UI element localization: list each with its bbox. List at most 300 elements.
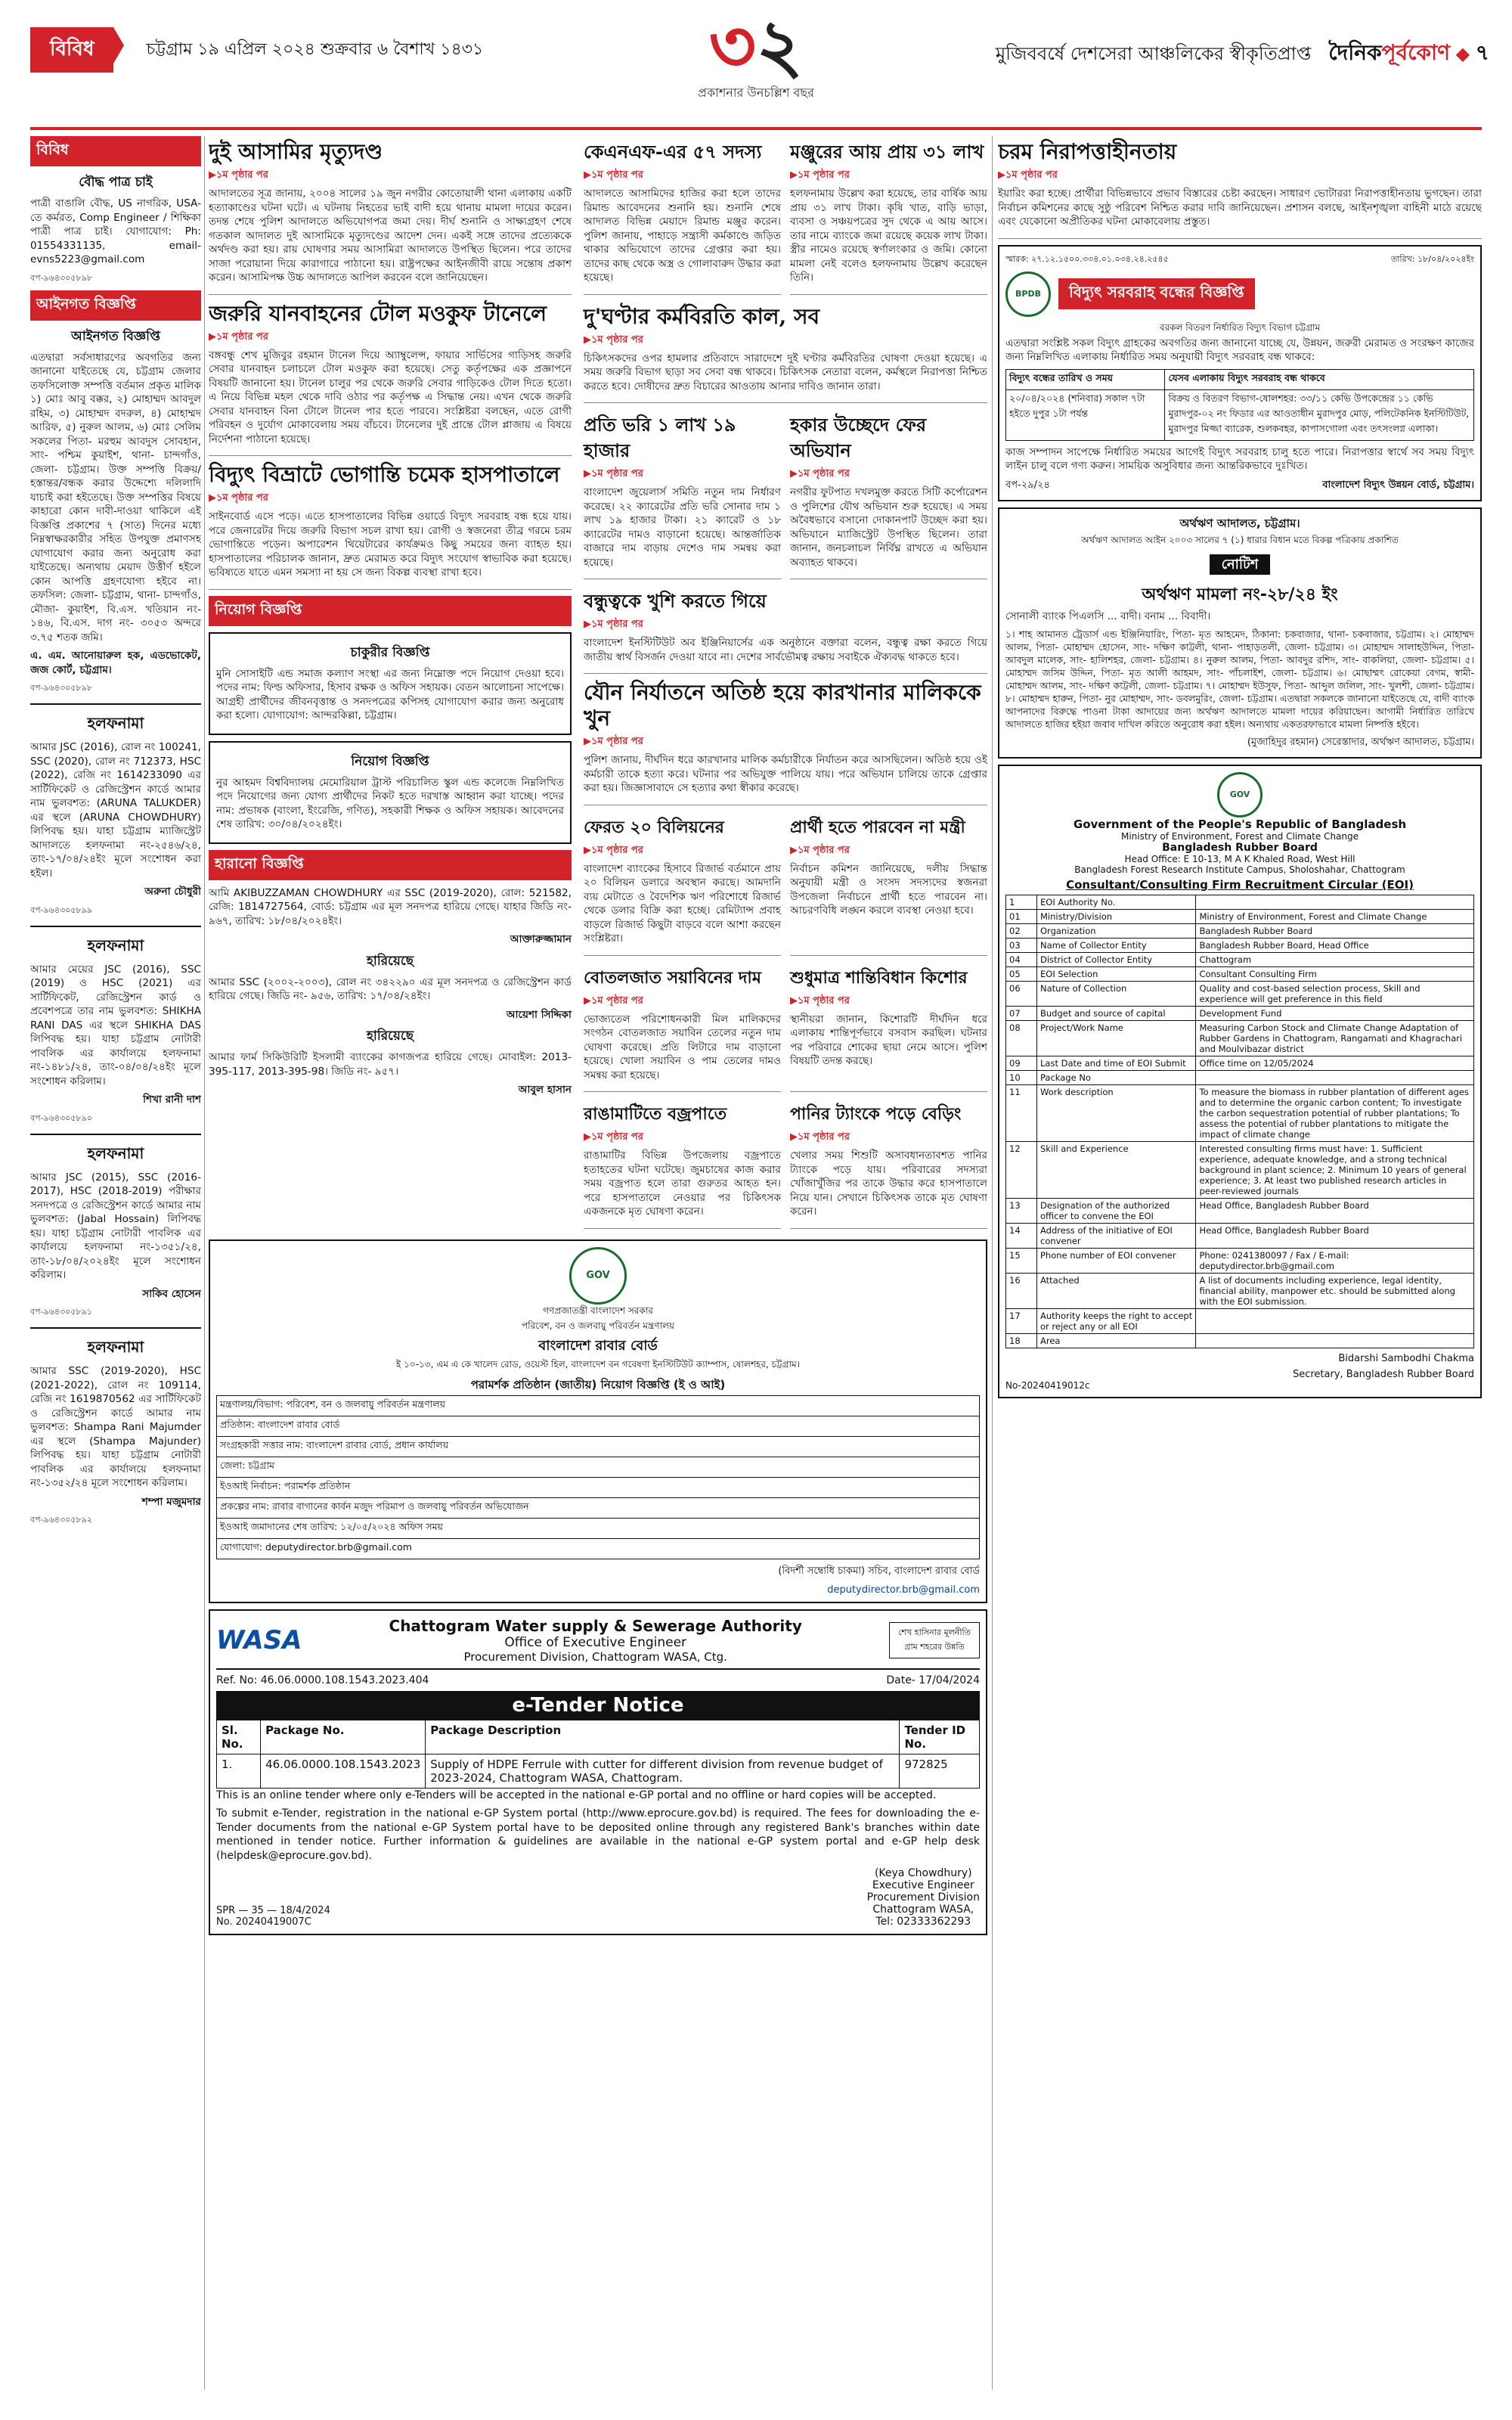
table-cell: জেলা: চট্টগ্রাম xyxy=(217,1457,980,1477)
news-story xyxy=(998,139,1482,239)
rubber-table xyxy=(216,1395,980,1559)
story-kicker: ▶ ১ম পৃষ্ঠার পর xyxy=(584,333,987,349)
power-date: তারিখ: ১৮/০৪/২০২৪ইং xyxy=(1390,253,1474,264)
table-header: Package No. xyxy=(261,1720,426,1754)
story-kicker: ▶ ১ম পৃষ্ঠার পর xyxy=(584,734,987,750)
news-story xyxy=(584,962,781,1093)
table-cell: Work description xyxy=(1037,1085,1196,1142)
table-row xyxy=(217,1436,980,1457)
table-header-row xyxy=(217,1720,980,1754)
classified-text: পাত্রী বাঙালি বৌদ্ধ, US নাগরিক, USA-তে কর্মরত, Comp Engineer / শিক্ষিকা পাত্রী পাত্র চাই। যোগাযোগ: Ph: 01554331135, email-evns5223@gmail.com xyxy=(30,197,201,265)
logo-caption: প্রকাশনার উনচল্লিশ বছর xyxy=(698,85,814,100)
eoi-ministry: Ministry of Environment, Forest and Climate Change xyxy=(1120,831,1359,842)
lost-ad-text: আমার SSC (২০০২-২০০৩), রোল নং ৩৪২২৯০ এর মূল সনদপত্র ও রেজিস্ট্রেশন কার্ড হারিয়ে গেছে। জিডি নং- ৯৫৬, তারিখ: ১৭/০৪/২৪ইং। xyxy=(209,976,572,1002)
story-text: আদালতে আসামিদের হাজির করা হলে তাদের রিমান্ড আবেদনের শুনানি হয়। শুনানি শেষে আদালত বিভিন্ন মেয়াদে রিমান্ড মঞ্জুর করেন। পুলিশ জানায়, পাহাড়ে সন্ত্রাসী কর্মকাণ্ডে জড়িত থাকার অভিযোগে তাদের গ্রেপ্তার করা হয়। তাদের কাছ থেকে অস্ত্র ও গোলাবারুদ উদ্ধার করা হয়েছে। xyxy=(584,188,782,284)
table-row xyxy=(1006,1334,1474,1348)
section-tag-arrow-icon xyxy=(113,27,124,64)
table-cell: Supply of HDPE Ferrule with cutter for different division from revenue budget of 2023-2024, Chattogram WASA, Chattogram. xyxy=(426,1754,900,1788)
lost-ad-title: হারিয়েছে xyxy=(366,953,414,969)
story-text: স্থানীয়রা জানান, কিশোরটি দীর্ঘদিন ধরে এলাকায় শান্তিপূর্ণভাবে বসবাস করছিল। ঘটনার পর পরিবারে শোকের ছায়া নেমে আসে। পুলিশ বিষয়টি তদন্ত করছে। xyxy=(790,1013,987,1067)
table-cell: Package No xyxy=(1037,1071,1196,1085)
table-row xyxy=(1006,1007,1474,1021)
wasa-office: Office of Executive Engineer xyxy=(504,1634,687,1650)
news-story xyxy=(584,680,987,805)
affidavit xyxy=(30,1134,201,1320)
table-cell: Head Office, Bangladesh Rubber Board xyxy=(1196,1199,1474,1224)
table-cell xyxy=(1196,1334,1474,1348)
story-text: ভোজ্যতেল পরিশোধনকারী মিল মালিকদের সংগঠন বোতলজাত সয়াবিন তেলের নতুন দাম ঘোষণা করেছে। প্রতি লিটারে দাম বাড়ানো হয়েছে। খোলা সয়াবিন ও পাম তেলের দামও সমন্বয় করা হয়েছে। xyxy=(584,1013,781,1081)
left-column xyxy=(30,136,201,2390)
middle-right-stack xyxy=(584,136,987,1235)
story-headline[interactable]: বোতলজাত সয়াবিনের দাম xyxy=(584,967,761,988)
eoi-addr2: Bangladesh Forest Research Institute Campus, Sholoshahar, Chattogram xyxy=(1074,864,1405,875)
story-text: নির্বাচন কমিশন জানিয়েছে, দলীয় সিদ্ধান্ত অনুযায়ী মন্ত্রী ও সংসদ সদস্যদের স্বজনরা উপজেলা নির্বাচনে প্রার্থী হতে পারবেন না। আচরণবিধি লঙ্ঘন করলে ব্যবস্থা নেওয়া হবে। xyxy=(790,862,987,917)
legal-text: এতদ্বারা সর্বসাধারণের অবগতির জন্য জানানো যাইতেছে যে, চট্টগ্রাম জেলার তফসিলোক্ত সম্পত্তি বর্তমান প্রকৃত মালিক ১) মোঃ আবু বক্কর, ২) মোহাম্মদ আবদুল রহিম, ৩) মোহাম্মদ বদরুল, ৪) মোহাম্মদ আরিফ, ৫) নুরুল আলম, ৬) মোঃ সেলিম সকলের পিতা- মরহুম আবদুস সোবহান, সাং- পশ্চিম কুয়াইশ, থানা- চান্দগাঁও, জেলা- চট্টগ্রাম। উক্ত সম্পত্তি বিক্রয়/হস্তান্তর/বন্ধক করার উদ্দেশ্যে দলিলাদি যাচাই করা হইতেছে। উক্ত সম্পত্তির বিষয়ে কাহারো কোন দাবী-দাওয়া থাকিলে এই বিজ্ঞপ্তি প্রকাশের ৭ (সাত) দিনের মধ্যে নিম্নস্বাক্ষরকারীর সহিত উপযুক্ত প্রমাণসহ যোগাযোগ করার জন্য অনুরোধ করা যাইতেছে। অন্যথায় মেয়াদ উত্তীর্ণ হইলে কোন আপত্তি গ্রহণযোগ্য হইবে না। তফসিল: জেলা- চট্টগ্রাম, থানা- চান্দগাঁও, মৌজা- কুয়াইশ, বি.এস. খতিয়ান নং- ১৪৬, বি.এস. দাগ নং- ৩০৫৩ অন্দরে ৩.৭৫ শতক জমি। xyxy=(30,351,201,644)
news-story xyxy=(790,1098,987,1229)
table-row xyxy=(217,1538,980,1559)
table-row xyxy=(217,1477,980,1497)
lost-ad-text: আমি AKIBUZZAMAN CHOWDHURY এর SSC (2019-2020), রোল: 521582, রেজি: 1814727564, বোর্ড: চট্টগ্রাম এর মূল সনদপত্র হারিয়ে গেছে। যাহার জিডি নং- ৯৬৭, তারিখ: ১৮/০৪/২০২৪ইং। xyxy=(209,886,572,927)
news-story xyxy=(209,462,572,590)
dateline: চট্টগ্রাম ১৯ এপ্রিল ২০২৪ শুক্রবার ৬ বৈশাখ ১৪৩১ xyxy=(146,40,484,59)
government-seal-icon: GOV xyxy=(569,1247,627,1305)
ad-ref: বপ-৯৬৪৩০৫৮৯০ xyxy=(30,1112,92,1123)
wasa-badge: শেখ হাসিনার মূলনীতি গ্রাম শহরের উন্নতি xyxy=(889,1622,980,1658)
table-cell: 08 xyxy=(1006,1021,1037,1056)
story-text: চিকিৎসকদের ওপর হামলার প্রতিবাদে সারাদেশে দুই ঘণ্টার কর্মবিরতির ঘোষণা দেওয়া হয়েছে। এ সময় জরুরি বিভাগ ছাড়া সব সেবা বন্ধ থাকবে। চিকিৎসক নেতারা বলেন, কর্মস্থলে নিরাপত্তা নিশ্চিত করতে হবে। দোষীদের দ্রুত বিচারের আওতায় আনার দাবিও জানান তারা। xyxy=(584,352,987,392)
tender-sign-div: Procurement Division xyxy=(866,1891,980,1903)
table-cell: Bangladesh Rubber Board, Head Office xyxy=(1196,939,1474,953)
table-row xyxy=(1006,1274,1474,1309)
ad-ref: বপ-৯৬৪৩০৫৮৯২ xyxy=(30,1515,92,1525)
story-headline[interactable]: প্রতি ভরি ১ লাখ ১৯ হাজার xyxy=(584,414,736,461)
table-cell: Authority keeps the right to accept or reject any or all EOI xyxy=(1037,1309,1196,1334)
story-text: বঙ্গবন্ধু শেখ মুজিবুর রহমান টানেল দিয়ে অ্যাম্বুলেন্স, ফায়ার সার্ভিসের গাড়িসহ জরুরি সেবার যানবাহন চলাচলে টোল মওকুফ করা হয়েছে। সেতু কর্তৃপক্ষের এক প্রজ্ঞাপনে বিষয়টি জানানো হয়। টানেল চালুর পর থেকে জরুরি সেবার গাড়িকেও টোল দিতে হতো। এ নিয়ে বিভিন্ন মহল থেকে দাবি ওঠার পর কর্তৃপক্ষ এ সিদ্ধান্ত নেয়। এখন থেকে জরুরি সেবার যানবাহন বিনা টোলে টানেল পার হতে পারবে। সংশ্লিষ্টরা বলছেন, এতে রোগী পরিবহন ও দুর্যোগ মোকাবেলায় সময় বাঁচবে। টানেলের দুই প্রান্তে টোল প্লাজায় এ বিষয়ে নির্দেশনা পাঠানো হয়েছে। xyxy=(209,349,572,445)
affidavit-sign: অরুনা চৌধুরী xyxy=(144,886,201,898)
story-text: রাঙামাটির বিভিন্ন উপজেলায় বজ্রপাতে হতাহতের ঘটনা ঘটেছে। জুমচাষের কাজ করার সময় বজ্রপাত হলে তারা গুরুতর আহত হন। পরে হাসপাতালে নেওয়ার পর চিকিৎসক একজনকে মৃত ঘোষণা করেন। xyxy=(584,1150,781,1218)
affidavit xyxy=(30,703,201,918)
story-text: সাইনবোর্ড এসে পড়ে। এতে হাসপাতালের বিভিন্ন ওয়ার্ডে বিদ্যুৎ সরবরাহ বন্ধ হয়ে যায়। পরে জেনারেটর দিয়ে জরুরি বিভাগ সচল রাখা হয়। রোগী ও স্বজনেরা তীব্র গরমে চরম ভোগান্তিতে পড়েন। অপারেশন থিয়েটারের কার্যক্রমও কিছু সময়ের জন্য ব্যাহত হয়। হাসপাতালের পরিচালক জানান, দ্রুত মেরামত করে বিদ্যুৎ সংযোগ স্বাভাবিক করা হয়েছে। ভবিষ্যতে যাতে এমন সমস্যা না হয় সে জন্য বিকল্প ব্যবস্থা রাখা হবে। xyxy=(209,510,572,579)
job-ad xyxy=(209,741,572,844)
news-story xyxy=(584,811,781,956)
page-number: ৭ xyxy=(1475,40,1489,65)
table-cell: 16 xyxy=(1006,1274,1037,1309)
news-pair xyxy=(584,811,987,962)
table-cell: District of Collector Entity xyxy=(1037,953,1196,967)
case-title: অর্থঋণ মামলা নং-২৮/২৪ ইং xyxy=(1142,585,1338,604)
news-story xyxy=(790,409,987,579)
table-cell: Phone number of EOI convener xyxy=(1037,1249,1196,1274)
job-ad-title: চাকুরীর বিজ্ঞপ্তি xyxy=(350,644,430,660)
story-headline[interactable]: ফেরত ২০ বিলিয়নের xyxy=(584,817,724,837)
anniversary-logo xyxy=(680,5,832,118)
affidavit xyxy=(30,1327,201,1528)
story-headline[interactable]: চরম নিরাপত্তাহীনতায় xyxy=(998,139,1177,164)
wasa-tender-ad xyxy=(209,1609,987,1936)
tender-spr: SPR — 35 — 18/4/2024 xyxy=(216,1905,330,1916)
table-cell: 07 xyxy=(1006,1007,1037,1021)
table-cell: Skill and Experience xyxy=(1037,1142,1196,1199)
middle-column xyxy=(209,136,987,2390)
affidavit-text: আমার SSC (2019-2020), HSC (2021-2022), রোল নং 109114, রেজি নং 1619870562 এর সার্টিফিকেট ও রেজিস্ট্রেশন কার্ডে আমার নাম ভুলবশত: Shampa Rani Majumder এর স্থলে (Shampa Majunder) লিপিবদ্ধ হয়। যাহা চট্টগ্রাম নোটারী পাবলিক এর কার্যালয়ে হলফনামা নং-১৩৫২/২৪ মূলে সংশোধন করিলাম। xyxy=(30,1365,201,1489)
table-cell: 03 xyxy=(1006,939,1037,953)
table-cell: 17 xyxy=(1006,1309,1037,1334)
table-header: Package Description xyxy=(426,1720,900,1754)
news-story xyxy=(790,962,987,1093)
news-story xyxy=(584,304,987,404)
section-label-legal: আইনগত বিজ্ঞপ্তি xyxy=(30,290,201,321)
table-row xyxy=(1006,924,1474,939)
story-headline[interactable]: জরুরি যানবাহনের টোল মওকুফ টানেলে xyxy=(209,300,547,326)
affidavit xyxy=(30,926,201,1126)
story-text: ইয়ারিং করা হচ্ছে। প্রার্থীরা বিভিন্নভাবে প্রভাব বিস্তারের চেষ্টা করছেন। সাধারণ ভোটাররা নিরাপত্তাহীনতায় ভুগছেন। তারা নির্বাচন কমিশনের কাছে সুষ্ঠু পরিবেশ নিশ্চিত করার দাবি জানিয়েছেন। প্রশাসন বলছে, আইনশৃঙ্খলা বাহিনী মাঠে রয়েছে এবং যেকোনো অপ্রীতিকর ঘটনা মোকাবেলায় প্রস্তুত। xyxy=(998,188,1482,228)
wasa-refline xyxy=(216,1674,980,1686)
table-cell: 10 xyxy=(1006,1071,1037,1085)
rubber-board: বাংলাদেশ রাবার বোর্ড xyxy=(538,1337,658,1354)
job-ad xyxy=(209,632,572,735)
story-text: আদালতের সূত্র জানায়, ২০০৪ সালের ১৯ জুন নগরীর কোতোয়ালী থানা এলাকায় একটি হত্যাকাণ্ডের ঘটনা ঘটে। এ ঘটনায় নিহতের ভাই বাদী হয়ে থানায় মামলা দায়ের করেন। তদন্ত শেষে পুলিশ আদালতে অভিযোগপত্র জমা দেয়। দীর্ঘ শুনানি ও সাক্ষ্যগ্রহণ শেষে গতকাল আদালত দুই আসামিকে মৃত্যুদণ্ডের আদেশ দেন। একই সঙ্গে তাদের প্রত্যেককে অর্থদণ্ড করা হয়। রায় ঘোষণার সময় আসামিরা আদালতে উপস্থিত ছিলেন। পরে তাদের সাজা পরোয়ানা দিয়ে কারাগারে পাঠানো হয়। রাষ্ট্রপক্ষের আইনজীবী রায়ে সন্তোষ প্রকাশ করেন। আসামিপক্ষ উচ্চ আদালতে আপিল করবেন বলে জানিয়েছেন। xyxy=(209,188,572,284)
story-headline[interactable]: রাঙামাটিতে বজ্রপাতে xyxy=(584,1104,727,1124)
story-headline[interactable]: কেএনএফ-এর ৫৭ সদস্য xyxy=(584,141,762,163)
rubber-email[interactable]: deputydirector.brb@gmail.com xyxy=(827,1584,980,1596)
table-cell: যোগাযোগ: deputydirector.brb@gmail.com xyxy=(217,1538,980,1559)
table-row xyxy=(1006,910,1474,924)
table-cell: Attached xyxy=(1037,1274,1196,1309)
paper-name-a: দৈনিক xyxy=(1328,40,1382,65)
story-headline[interactable]: যৌন নির্যাতনে অতিষ্ঠ হয়ে কারখানার মালিককে খুন xyxy=(584,680,981,731)
rubber-addr: ই ১০-১৩, এম এ কে খালেদ রোড, ওয়েস্ট হিল, বাংলাদেশ বন গবেষণা ইনস্টিটিউট ক্যাম্পাস, ষোলশহর, চট্টগ্রাম। xyxy=(396,1358,800,1370)
table-row xyxy=(1006,982,1474,1007)
news-story xyxy=(209,139,572,295)
power-footer: কাজ সম্পাদন সাপেক্ষে নির্ধারিত সময়ের আগেই বিদ্যুৎ সরবরাহ চালু হতে পারে। নিরাপত্তার স্বার্থে সব সময় বিদ্যুৎ লাইন চালু বলে গণ্য করুন। সাময়িক অসুবিধার জন্য আন্তরিকভাবে দুঃখিত। xyxy=(1005,445,1474,472)
table-cell: 18 xyxy=(1006,1334,1037,1348)
section-label-lost: হারানো বিজ্ঞপ্তি xyxy=(209,850,572,880)
table-cell: Office time on 12/05/2024 xyxy=(1196,1056,1474,1071)
power-title: বিদ্যুৎ সরবরাহ বন্ধের বিজ্ঞপ্তি xyxy=(1058,278,1255,309)
table-cell: 14 xyxy=(1006,1224,1037,1249)
eoi-addr: Head Office: E 10-13, M A K Khaled Road, West Hill xyxy=(1124,854,1356,864)
lost-ad-sign: আবুল হাসান xyxy=(518,1084,572,1096)
wasa-ref: Ref. No: 46.06.0000.108.1543.2023.404 xyxy=(216,1674,429,1686)
table-row xyxy=(1006,1309,1474,1334)
power-cut-notice xyxy=(998,245,1482,501)
table-cell xyxy=(1196,1309,1474,1334)
court-notice xyxy=(998,507,1482,759)
tender-sign-tel: Tel: 02333362293 xyxy=(875,1916,971,1928)
table-cell: EOI Selection xyxy=(1037,967,1196,982)
table-row xyxy=(1006,1199,1474,1224)
legal-sign: এ. এম. আনোয়ারুল হক, এডভোকেট, জজ কোর্ট, চট্টগ্রাম। xyxy=(30,650,201,676)
logo-mark xyxy=(680,5,832,88)
table-row xyxy=(1006,1085,1474,1142)
table-header: যেসব এলাকায় বিদ্যুৎ সরবরাহ বন্ধ থাকবে xyxy=(1165,369,1474,389)
power-sign: বাংলাদেশ বিদ্যুৎ উন্নয়ন বোর্ড, চট্টগ্রাম। xyxy=(1322,479,1474,491)
job-ad-text: নুর আহমদ বিশ্ববিদ্যালয় মেমোরিয়াল ট্রাস্ট পরিচালিত স্কুল এন্ড কলেজে নিম্নলিখিত পদে নিয়োগের জন্য যোগ্য প্রার্থীদের নিকট হতে দরখাস্ত আহ্বান করা যাচ্ছে। পদের নাম: প্রভাষক (বাংলা, ইংরেজি, গণিত), সহকারী শিক্ষক ও অফিস সহায়ক। আবেদনের শেষ তারিখ: ৩০/০৪/২০২৪ইং। xyxy=(216,776,564,830)
paper-name-b: পূর্বকোণ xyxy=(1381,40,1451,65)
table-cell: 13 xyxy=(1006,1199,1037,1224)
eoi-gov: Government of the People's Republic of Bangladesh xyxy=(1073,818,1407,831)
story-headline[interactable]: দুই আসামির মৃত্যুদণ্ড xyxy=(209,139,383,164)
notice-label: নোটিশ xyxy=(1210,554,1271,575)
story-kicker: ▶ ১ম পৃষ্ঠার পর xyxy=(584,994,781,1010)
story-headline[interactable]: হকার উচ্ছেদে ফের অভিযান xyxy=(790,414,927,461)
table-cell: Ministry of Environment, Forest and Climate Change xyxy=(1196,910,1474,924)
news-pair xyxy=(584,1098,987,1235)
affidavit-sign: শিখা রানী দাশ xyxy=(143,1094,201,1106)
power-sign-row xyxy=(1005,478,1474,494)
story-text: বাংলাদেশ ইনস্টিটিউট অব ইঞ্জিনিয়ার্সের এক অনুষ্ঠানে বক্তারা বলেন, বন্ধুত্ব রক্ষা করতে গিয়ে জাতীয় স্বার্থ বিসর্জন দেওয়া যাবে না। দেশের সার্বভৌমত্ব রক্ষায় সবাইকে ঐক্যবদ্ধ থাকতে হবে। xyxy=(584,637,987,663)
government-seal-icon: GOV xyxy=(1217,772,1263,818)
story-kicker: ▶ ১ম পৃষ্ঠার পর xyxy=(790,843,987,859)
table-cell: 46.06.0000.108.1543.2023 xyxy=(261,1754,426,1788)
story-kicker: ▶ ১ম পৃষ্ঠার পর xyxy=(584,843,781,859)
table-cell: 11 xyxy=(1006,1085,1037,1142)
case-sign: (মুজাহিদুর রহমান) সেরেস্তাদার, অর্থঋণ আদালত, চট্টগ্রাম। xyxy=(1247,737,1474,748)
rubber-sign: (বিদর্শী সম্বোধি চাকমা) সচিব, বাংলাদেশ রাবার বোর্ড xyxy=(778,1565,980,1577)
ad-ref: বপ-৯৬৪৩০৫৮৯৮ xyxy=(30,272,92,283)
story-headline[interactable]: শুধুমাত্র শান্তিবিধান কিশোর xyxy=(790,967,968,988)
table-cell: Quality and cost-based selection process, Skill and experience will get preference in this field xyxy=(1196,982,1474,1007)
table-cell: 12 xyxy=(1006,1142,1037,1199)
header-left xyxy=(30,21,998,76)
logo-mark-left: ৩ xyxy=(708,3,756,88)
story-kicker: ▶ ১ম পৃষ্ঠার পর xyxy=(584,617,987,633)
tender-left-footer xyxy=(216,1905,330,1928)
news-story xyxy=(584,588,987,674)
table-cell: মন্ত্রণালয়/বিভাগ: পরিবেশ, বন ও জলবায়ু পরিবর্তন মন্ত্রণালয় xyxy=(217,1395,980,1416)
story-kicker: ▶ ১ম পৃষ্ঠার পর xyxy=(790,994,987,1010)
table-row xyxy=(217,1518,980,1538)
story-headline[interactable]: প্রার্থী হতে পারবেন না মন্ত্রী xyxy=(790,817,965,837)
story-text: বাংলাদেশ ব্যাংকের হিসাবে রিজার্ভ বর্তমানে প্রায় ২০ বিলিয়ন ডলারে অবস্থান করছে। আমদানি ব্যয় মেটাতে ও বৈদেশিক ঋণ পরিশোধে রিজার্ভ থেকে ডলার বিক্রি করা হচ্ছে। রেমিট্যান্স প্রবাহ বাড়লে রিজার্ভ কিছুটা বাড়বে বলে আশা করছেন সংশ্লিষ্টরা। xyxy=(584,862,781,945)
story-headline[interactable]: বিদ্যুৎ বিভ্রাটে ভোগান্তি চমেক হাসপাতালে xyxy=(209,462,560,487)
story-kicker: ▶ ১ম পৃষ্ঠার পর xyxy=(790,168,987,184)
news-pair xyxy=(584,962,987,1099)
table-row xyxy=(1006,1021,1474,1056)
table-cell: ইওআই নির্বাচন: পরামর্শক প্রতিষ্ঠান xyxy=(217,1477,980,1497)
table-cell: Last Date and time of EOI Submit xyxy=(1037,1056,1196,1071)
lost-ad-sign: আক্তারুজ্জামান xyxy=(510,933,572,945)
power-refline xyxy=(1005,253,1474,267)
table-cell: Address of the initiative of EOI convener xyxy=(1037,1224,1196,1249)
eoi-sign: Bidarshi Sambodhi Chakma xyxy=(1338,1353,1474,1364)
classified-title: বৌদ্ধ পাত্র চাই xyxy=(79,175,153,190)
table-row xyxy=(217,1497,980,1518)
table-cell: A list of documents including experience, legal identity, financial ability, manpower etc. should be submitted along with the EOI submission. xyxy=(1196,1274,1474,1309)
table-cell: Bangladesh Rubber Board xyxy=(1196,924,1474,939)
bpdb-logo-icon: BPDB xyxy=(1005,271,1051,317)
ad-ref: বপ-৯৬৪৩০৫৮৯৮ xyxy=(30,683,92,693)
middle-left-stack xyxy=(209,136,572,1235)
tender-para: This is an online tender where only e-Tenders will be accepted in the national e-GP portal and no offline or hard copies will be accepted. xyxy=(216,1789,937,1801)
table-cell: To measure the biomass in rubber plantation of different ages and to determine the organic carbon content; To investigate the carbon sequestration potential of rubber plantations; To assess the potential of rubber plantations to mitigate the impact of climate change xyxy=(1196,1085,1474,1142)
table-cell: সংগ্রহকারী সত্তার নাম: বাংলাদেশ রাবার বোর্ড, প্রধান কার্যালয় xyxy=(217,1436,980,1457)
affidavit-text: আমার মেয়ের JSC (2016), SSC (2019) ও HSC (2021) এর সার্টিফিকেট, রেজিস্ট্রেশন কার্ড ও প্রবেশপত্রে তার নাম ভুলবশত: SHIKHA RANI DAS এর স্থলে SHIKHA DAS লিপিবদ্ধ হয়। যাহা চট্টগ্রাম নোটারী পাবলিক এর কার্যালয়ে হলফনামা নং-১৪৮১/২৪, তাং-০৪/০৪/২৪ইং মূলে সংশোধন করিলাম। xyxy=(30,963,201,1087)
tender-title: e-Tender Notice xyxy=(216,1691,980,1720)
court-intro2: অর্থঋণ আদালত আইন ২০০৩ সালের ৭ (১) ধারার বিধান মতে বিকল্প পত্রিকায় প্রকাশিত xyxy=(1081,534,1399,545)
story-kicker: ▶ ১ম পৃষ্ঠার পর xyxy=(584,168,781,184)
table-row xyxy=(1006,1071,1474,1085)
table-header: বিদ্যুৎ বন্ধের তারিখ ও সময় xyxy=(1006,369,1165,389)
tender-para: To submit e-Tender, registration in the national e-GP System portal (http://www.eprocure.gov.bd) is required. The fees for downloading the e-Tender documents from the national e-GP System portal have to be deposited online through any registered Bank's branches within date mentioned in tender notice. Further information & guidelines are available in the national e-GP system portal and e-GP help desk (helpdesk@eprocure.gov.bd). xyxy=(216,1807,980,1862)
tender-footer xyxy=(216,1867,980,1928)
affidavit-title: হলফনামা xyxy=(87,935,144,954)
affidavit-title: হলফনামা xyxy=(87,1143,144,1162)
table-cell: Development Fund xyxy=(1196,1007,1474,1021)
tender-sign-org: Chattogram WASA, xyxy=(872,1903,974,1916)
table-cell: Budget and source of capital xyxy=(1037,1007,1196,1021)
table-cell: Organization xyxy=(1037,924,1196,939)
section-label-bibidh: বিবিধ xyxy=(30,136,201,166)
ad-ref: বপ-৯৬৪৩০৫৮৯৯ xyxy=(30,904,92,915)
table-cell: প্রতিষ্ঠান: বাংলাদেশ রাবার বোর্ড xyxy=(217,1416,980,1436)
power-ref2: বপ-২৯/২৪ xyxy=(1005,479,1050,491)
table-row xyxy=(1006,1056,1474,1071)
table-row xyxy=(217,1754,980,1788)
tender-signature xyxy=(867,1867,980,1928)
eoi-table xyxy=(1005,895,1474,1348)
table-cell: Measuring Carbon Stock and Climate Change Adaptation of Rubber Gardens in Chattogram, Rangamati and Khagrachari and Moulvibazar district xyxy=(1196,1021,1474,1056)
logo-mark-right: ২ xyxy=(756,3,804,88)
table-cell: Designation of the authorized officer to convene the EOI xyxy=(1037,1199,1196,1224)
news-pair xyxy=(584,136,987,301)
table-row xyxy=(217,1457,980,1477)
story-kicker: ▶ ১ম পৃষ্ঠার পর xyxy=(790,1130,987,1146)
table-cell: EOI Authority No. xyxy=(1037,895,1196,910)
power-title-row xyxy=(1005,271,1474,317)
table-cell: প্রকল্পের নাম: রাবার বাগানের কার্বন মজুদ পরিমাপ ও জলবায়ু পরিবর্তন অভিযোজন xyxy=(217,1497,980,1518)
job-ad-text: মুনি সোসাইটি এন্ড সমাজ কল্যাণ সংস্থা এর জন্য নিম্নোক্ত পদে নিয়োগ দেওয়া হবে। পদের নাম: ফিল্ড অফিসার, হিসাব রক্ষক ও অফিস সহায়ক। বেতন আলোচনা সাপেক্ষে। আগ্রহী প্রার্থীদের জীবনবৃত্তান্ত ও সনদপত্রের কপিসহ যোগাযোগ করার জন্য অনুরোধ করা হলো। যোগাযোগ: আন্দরকিল্লা, চট্টগ্রাম। xyxy=(216,667,564,721)
table-cell: Consultant Consulting Firm xyxy=(1196,967,1474,982)
header-rule xyxy=(30,127,1482,130)
column-divider xyxy=(204,136,205,2390)
table-row xyxy=(217,1395,980,1416)
wasa-date: Date- 17/04/2024 xyxy=(886,1674,980,1686)
story-headline[interactable]: বন্ধুত্বকে খুশি করতে গিয়ে xyxy=(584,590,767,612)
tender-sign-name: (Keya Chowdhury) xyxy=(874,1867,972,1879)
notice-label-wrap xyxy=(1005,554,1474,577)
story-text: নগরীর ফুটপাত দখলমুক্ত করতে সিটি কর্পোরেশন ও পুলিশের যৌথ অভিযান শুরু হয়েছে। এ সময় অবৈধভাবে বসানো দোকানপাট উচ্ছেদ করা হয়। অভিযানে ম্যাজিস্ট্রেট উপস্থিত ছিলেন। তারা জানান, জনচলাচল নির্বিঘ্ন রাখতে এ অভিযান অব্যাহত থাকবে। xyxy=(790,486,987,569)
table-cell: Phone: 0241380097 / Fax / E-mail: deputydirector.brb@gmail.com xyxy=(1196,1249,1474,1274)
slogan: মুজিববর্ষে দেশসেরা আঞ্চলিকের স্বীকৃতিপ্রাপ্ত xyxy=(995,43,1312,64)
wasa-title-block xyxy=(311,1617,880,1664)
court-intro: অর্থঋণ আদালত, চট্টগ্রাম। xyxy=(1179,516,1300,530)
power-ref: স্মারক: ২৭.১২.১৫০০.৩৩৪.০১.০৩৪.২৪.২৫৪৫ xyxy=(1005,253,1169,264)
table-cell: Ministry/Division xyxy=(1037,910,1196,924)
news-story xyxy=(584,1098,781,1229)
table-cell: বিক্রয় ও বিতরণ বিভাগ-ষোলশহর: ৩৩/১১ কেভি উপকেন্দ্রের ১১ কেভি মুরাদপুর-০২ নং ফিডার এর আওতাধীন মুরাদপুর মোড়, পলিটেকনিক ইনস্টিটিউট, মুরাদপুর মিজ্জা ব্যারেক, শুলকবহর, কাপাসগোলা এবং তৎসংলগ্ন এলাকা। xyxy=(1165,389,1474,440)
power-sub: বরকল বিতরণ নির্ধারিত বিদ্যুৎ বিভাগ চট্টগ্রাম xyxy=(1159,321,1321,333)
affidavit-text: আমার JSC (2016), রোল নং 100241, SSC (2020), রোল নং 712373, HSC (2022), রেজি নং 1614233090 এর সার্টিফিকেট ও রেজিস্ট্রেশন কার্ডে আমার নাম ভুলবশত: (ARUNA TALUKDER) এর স্থলে (ARUNA CHOWDHURY) লিপিবদ্ধ হয়। যাহা চট্টগ্রাম ম্যাজিস্ট্রেট আদালতে হলফনামা নং-২৫৪৬/২৪, তাং-১৭/০৪/২৪ইং মূলে সংশোধন করা হইল। xyxy=(30,741,201,880)
table-cell: 1. xyxy=(217,1754,261,1788)
table-row xyxy=(1006,389,1474,440)
table-cell: 1 xyxy=(1006,895,1037,910)
affidavit-title: হলফনামা xyxy=(87,1338,144,1356)
table-cell: Name of Collector Entity xyxy=(1037,939,1196,953)
story-kicker: ▶ ১ম পৃষ্ঠার পর xyxy=(209,330,572,346)
story-headline[interactable]: দু'ঘণ্টার কর্মবিরতি কাল, সব xyxy=(584,303,820,329)
power-text: এতদ্বারা সংশ্লিষ্ট সকল বিদ্যুৎ গ্রাহকের অবগতির জন্য জানানো যাচ্ছে যে, উন্নয়ন, জরুরী মেরামত ও সংরক্ষণ কাজের জন্য নিম্নলিখিত এলাকায় নির্ধারিত সময় অনুযায়ী বিদ্যুৎ সরবরাহ বন্ধ থাকবে: xyxy=(1005,337,1474,363)
table-row xyxy=(1006,895,1474,910)
wasa-logo-icon: WASA xyxy=(216,1624,302,1655)
story-headline[interactable]: পানির ট্যাংকে পড়ে বেড়িং xyxy=(790,1104,962,1124)
story-kicker: ▶ ১ম পৃষ্ঠার পর xyxy=(790,467,987,482)
power-table xyxy=(1005,369,1474,441)
news-story xyxy=(584,409,781,579)
wasa-header xyxy=(216,1617,980,1670)
rubber-ad-header xyxy=(216,1247,980,1395)
table-cell: 04 xyxy=(1006,953,1037,967)
table-cell: ২০/০৪/২০২৪ (শনিবার) সকাল ৭টা হইতে দুপুর ১টা পর্যন্ত xyxy=(1006,389,1165,440)
table-cell: Nature of Collection xyxy=(1037,982,1196,1007)
eoi-sign-role: Secretary, Bangladesh Rubber Board xyxy=(1292,1369,1474,1380)
news-story xyxy=(584,136,781,295)
job-ad-title: নিয়োগ বিজ্ঞপ্তি xyxy=(351,753,429,769)
case-parties: সোনালী ব্যাংক পিএলসি ... বাদী। বনাম ... বিবাদী। xyxy=(1005,610,1211,622)
news-story xyxy=(790,136,987,295)
rubber-board-ad xyxy=(209,1239,987,1603)
rubber-ministry: পরিবেশ, বন ও জলবায়ু পরিবর্তন মন্ত্রণালয় xyxy=(521,1320,674,1331)
table-header: Tender ID No. xyxy=(900,1720,980,1754)
eoi-title: Consultant/Consulting Firm Recruitment Circular (EOI) xyxy=(1066,878,1414,892)
story-text: হলফনামায় উল্লেখ করা হয়েছে, তার বার্ষিক আয় প্রায় ৩১ লাখ টাকা। কৃষি খাত, বাড়ি ভাড়া, ব্যবসা ও সঞ্চয়পত্রের সুদ থেকে এ আয় আসে। তার নামে ব্যাংকে জমা রয়েছে কয়েক লাখ টাকা। স্ত্রীর নামেও রয়েছে স্বর্ণালংকার ও জমি। কোনো মামলা নেই বলেও হলফনামায় উল্লেখ করেছেন তিনি। xyxy=(790,188,987,284)
tender-sign-role: Executive Engineer xyxy=(872,1879,974,1891)
news-story xyxy=(790,811,987,956)
eoi-ref: No-20240419012c xyxy=(1005,1380,1090,1391)
table-cell: 05 xyxy=(1006,967,1037,982)
header-right xyxy=(885,36,1489,72)
section-tag: বিবিধ xyxy=(30,27,113,73)
table-cell: Project/Work Name xyxy=(1037,1021,1196,1056)
table-row xyxy=(217,1416,980,1436)
tender-no: No. 20240419007C xyxy=(216,1916,311,1928)
affidavit-text: আমার JSC (2015), SSC (2016-2017), HSC (2018-2019) পরীক্ষার সনদপত্রে ও রেজিস্ট্রেশন কার্ডে আমার নাম ভুলবশত: (Jabal Hossain) লিপিবদ্ধ হয়। যাহা চট্টগ্রাম নোটারী পাবলিক এর কার্যালয়ে হলফনামা নং-১৩৫১/২৪, তাং-১৮/০৪/২০২৪ইং মূলে সংশোধন করিলাম। xyxy=(30,1171,201,1281)
section-label-job: নিয়োগ বিজ্ঞপ্তি xyxy=(209,596,572,626)
table-cell: 02 xyxy=(1006,924,1037,939)
lost-ad-title: হারিয়েছে xyxy=(366,1028,414,1044)
table-header-row xyxy=(1006,369,1474,389)
case-text: ১। শাহ আমানত ট্রেডার্স এন্ড ইঞ্জিনিয়ারিং, পিতা- মৃত আহমেদ, ঠিকানা: চকবাজার, থানা- চকবাজার, চট্টগ্রাম। ২। মোহাম্মদ আলম, পিতা- মোহাম্মদ হোসেন, সাং- দক্ষিণ কাট্টলী, থানা- পাহাড়তলী, জেলা- চট্টগ্রাম। ৩। মোহাম্মদ সালাহউদ্দিন, পিতা- আবদুল মালেক, সাং- হালিশহর, জেলা- চট্টগ্রাম। ৪। নুরুল আলম, পিতা- আবদুর রশিদ, সাং- বাকলিয়া, জেলা- চট্টগ্রাম। ৫। মোহাম্মদ জসিম উদ্দিন, পিতা- মৃত আলী আহমদ, সাং- পাঁচলাইশ, জেলা- চট্টগ্রাম। ৬। মোছাম্মৎ রোকেয়া বেগম, স্বামী- মোহাম্মদ আলম, সাং- দক্ষিণ কাট্টলী, জেলা- চট্টগ্রাম। ৭। মোহাম্মদ ইউসুফ, পিতা- আব্দুল জলিল, সাং- খুলশী, জেলা- চট্টগ্রাম। ৮। মোহাম্মদ হারুন, পিতা- নুর মোহাম্মদ, সাং- ডবলমুরিং, জেলা- চট্টগ্রাম। এতদ্বারা সকলকে জানানো যাইতেছে যে, বাদী ব্যাংক আপনাদের বিরুদ্ধে পাওনা টাকা আদায়ের জন্য অর্থঋণ আদালতে মামলা দায়ের করিয়াছেন। আগামী নির্ধারিত তারিখে আদালতে হাজির হইয়া জবাব দাখিল করিতে অনুরোধ করা হইল। অন্যথায় একতরফাভাবে মামলা নিষ্পত্তি হইবে। xyxy=(1005,628,1474,730)
table-row xyxy=(1006,939,1474,953)
table-row xyxy=(1006,953,1474,967)
diamond-icon: ◆ xyxy=(1455,43,1470,64)
table-header: Sl. No. xyxy=(217,1720,261,1754)
wasa-name: Chattogram Water supply & Sewerage Authority xyxy=(389,1616,802,1635)
table-cell: 06 xyxy=(1006,982,1037,1007)
affidavit-sign: সাকিব হোসেন xyxy=(142,1287,201,1300)
table-cell xyxy=(1196,895,1474,910)
eoi-table-body xyxy=(1006,895,1474,1348)
table-row xyxy=(1006,967,1474,982)
ad-ref: বপ-৯৬৪৩০৫৮৯১ xyxy=(30,1307,92,1317)
table-cell: 972825 xyxy=(900,1754,980,1788)
table-row xyxy=(1006,1224,1474,1249)
story-text: পুলিশ জানায়, দীর্ঘদিন ধরে কারখানার মালিক কর্মচারীকে নির্যাতন করে আসছিলেন। অতিষ্ঠ হয়ে ওই কর্মচারী তাকে হত্যা করে। ঘটনার পর অভিযুক্ত পালিয়ে যায়। পরে অভিযান চালিয়ে তাকে গ্রেপ্তার করা হয়। জিজ্ঞাসাবাদে সে হত্যার কথা স্বীকার করেছে। xyxy=(584,754,987,794)
table-cell xyxy=(1196,1071,1474,1085)
news-story xyxy=(209,301,572,457)
table-cell: 09 xyxy=(1006,1056,1037,1071)
table-cell: ইওআই জমাদানের শেষ তারিখ: ১২/০৫/২০২৪ অফিস সময় xyxy=(217,1518,980,1538)
story-text: বাংলাদেশ জুয়েলার্স সমিতি নতুন দাম নির্ধারণ করেছে। ২২ ক্যারেটের প্রতি ভরি সোনার দাম ১ লাখ ১৯ হাজার টাকা। ২১ ক্যারেট ও ১৮ ক্যারেটের দামও বাড়ানো হয়েছে। আন্তর্জাতিক বাজারে দাম বাড়ায় দেশেও দাম সমন্বয় করা হয়েছে। xyxy=(584,486,781,569)
story-kicker: ▶ ১ম পৃষ্ঠার পর xyxy=(998,168,1482,184)
tender-table xyxy=(216,1720,980,1789)
story-text: খেলার সময় শিশুটি অসাবধানতাবশত পানির ট্যাংকে পড়ে যায়। পরিবারের সদস্যরা খোঁজাখুঁজির পর তাকে উদ্ধার করে হাসপাতালে নিয়ে যান। সেখানে চিকিৎসক তাকে মৃত ঘোষণা করেন। xyxy=(790,1150,987,1218)
story-headline[interactable]: মঞ্জুরের আয় প্রায় ৩১ লাখ xyxy=(790,141,984,163)
table-row xyxy=(1006,1249,1474,1274)
table-cell: Head Office, Bangladesh Rubber Board xyxy=(1196,1224,1474,1249)
eoi-board: Bangladesh Rubber Board xyxy=(1162,842,1318,854)
story-kicker: ▶ ১ম পৃষ্ঠার পর xyxy=(584,467,781,482)
